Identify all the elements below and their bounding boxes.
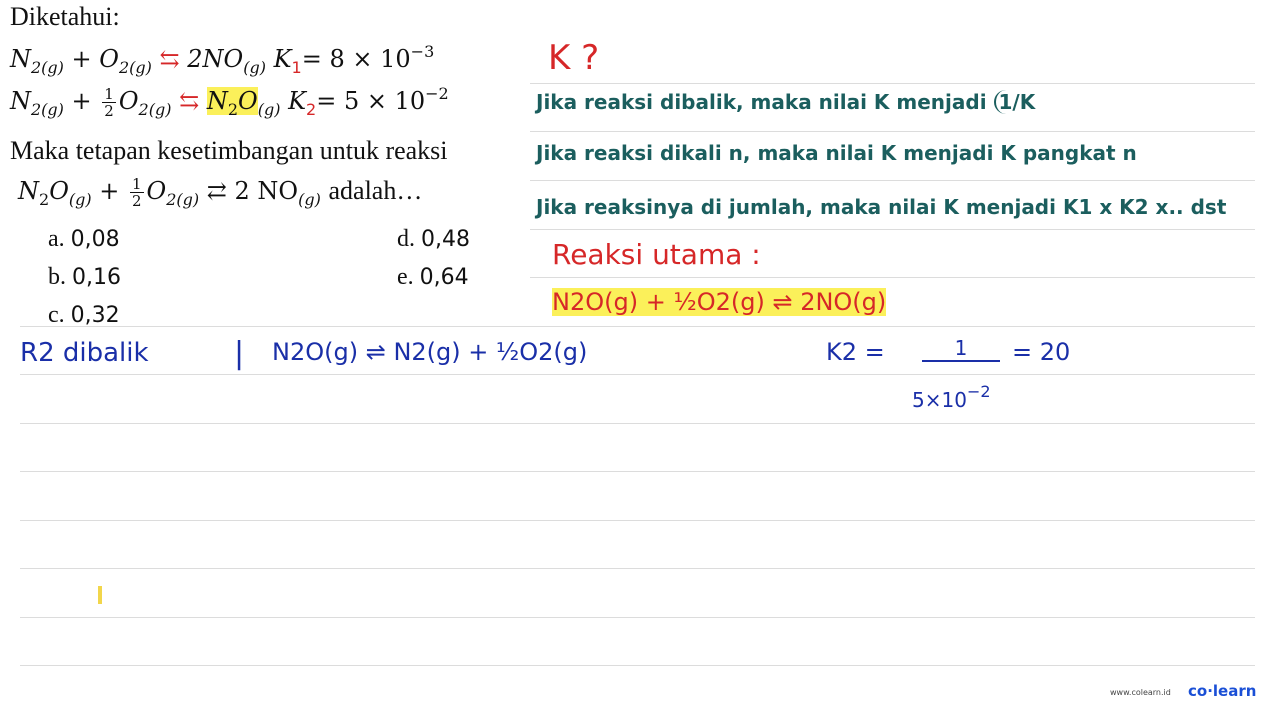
option-e[interactable]: e. 0,64 [397,264,469,290]
k2-result: = 20 [1012,338,1071,366]
ruled-line [530,83,1255,84]
fraction-half: $\frac{1}{2}$ [132,175,142,210]
rule-reverse: Jika reaksi dibalik, maka nilai K menjadi 1/K [536,90,1036,114]
equation-1: $N_{2(g)} + O_{2(g)}$ ⇆ $2NO_{(g)}$ $K_1= 8 \times 10^{-3}$ [10,42,435,77]
option-c[interactable]: c. 0,32 [48,302,120,328]
option-a[interactable]: a. 0,08 [48,226,120,252]
highlighted-n2o: $N_2O$ [206,87,258,119]
separator: | [234,336,245,371]
equation-3: $N_2O_{(g)}$ + $\frac{1}{2}$ $O_{2(g)}$ ⇄ 2 $NO_{(g)}$ adalah… [18,175,423,210]
main-reaction-label: Reaksi utama : [552,238,761,271]
rule-answer-circled: 1/K [994,90,1036,114]
ruled-line [20,423,1255,424]
k2-numerator: 1 [922,336,1000,362]
ruled-line [20,374,1255,375]
ruled-line [20,326,1255,327]
ruled-line [20,665,1255,666]
r2-equation: N2O(g) ⇌ N2(g) + ½O2(g) [272,338,588,366]
ruled-line [20,471,1255,472]
ruled-line [20,520,1255,521]
ruled-line [530,131,1255,132]
main-reaction: N2O(g) + ½O2(g) ⇌ 2NO(g) [552,288,887,316]
rule-multiply: Jika reaksi dikali n, maka nilai K menjadi K pangkat n [536,141,1137,165]
k2-denominator: $5\times 10^{-2}$ [912,382,991,412]
r2-label: R2 dibalik [20,338,149,368]
known-label: Diketahui: [10,2,120,31]
ruled-line [20,568,1255,569]
ruled-line [530,277,1255,278]
k-question: K ? [548,38,600,78]
brand-site[interactable]: www.colearn.id [1110,688,1171,697]
ruled-line [20,617,1255,618]
rule-sum: Jika reaksinya di jumlah, maka nilai K menjadi K1 x K2 x.. dst [536,195,1227,219]
reversible-arrow-icon: ⇆ [179,87,200,115]
ruled-line [530,180,1255,181]
option-b[interactable]: b. 0,16 [48,264,121,290]
equation-2: $N_{2(g)}$ + $\frac{1}{2}$ $O_{2(g)}$ ⇆ $N_2O_{(g)}$ $K_2= 5 \times 10^{-2}$ [10,84,449,120]
k2-label: K2 = [826,338,885,366]
equilibrium-arrow-icon: ⇄ [206,177,227,205]
fraction-half: $\frac{1}{2}$ [104,85,114,120]
reversible-arrow-icon: ⇆ [159,45,180,73]
question-prompt: Maka tetapan kesetimbangan untuk reaksi [10,136,448,165]
ruled-line [530,229,1255,230]
option-d[interactable]: d. 0,48 [397,226,470,252]
colearn-logo[interactable]: co·learn [1188,682,1257,700]
text-cursor [98,586,102,604]
